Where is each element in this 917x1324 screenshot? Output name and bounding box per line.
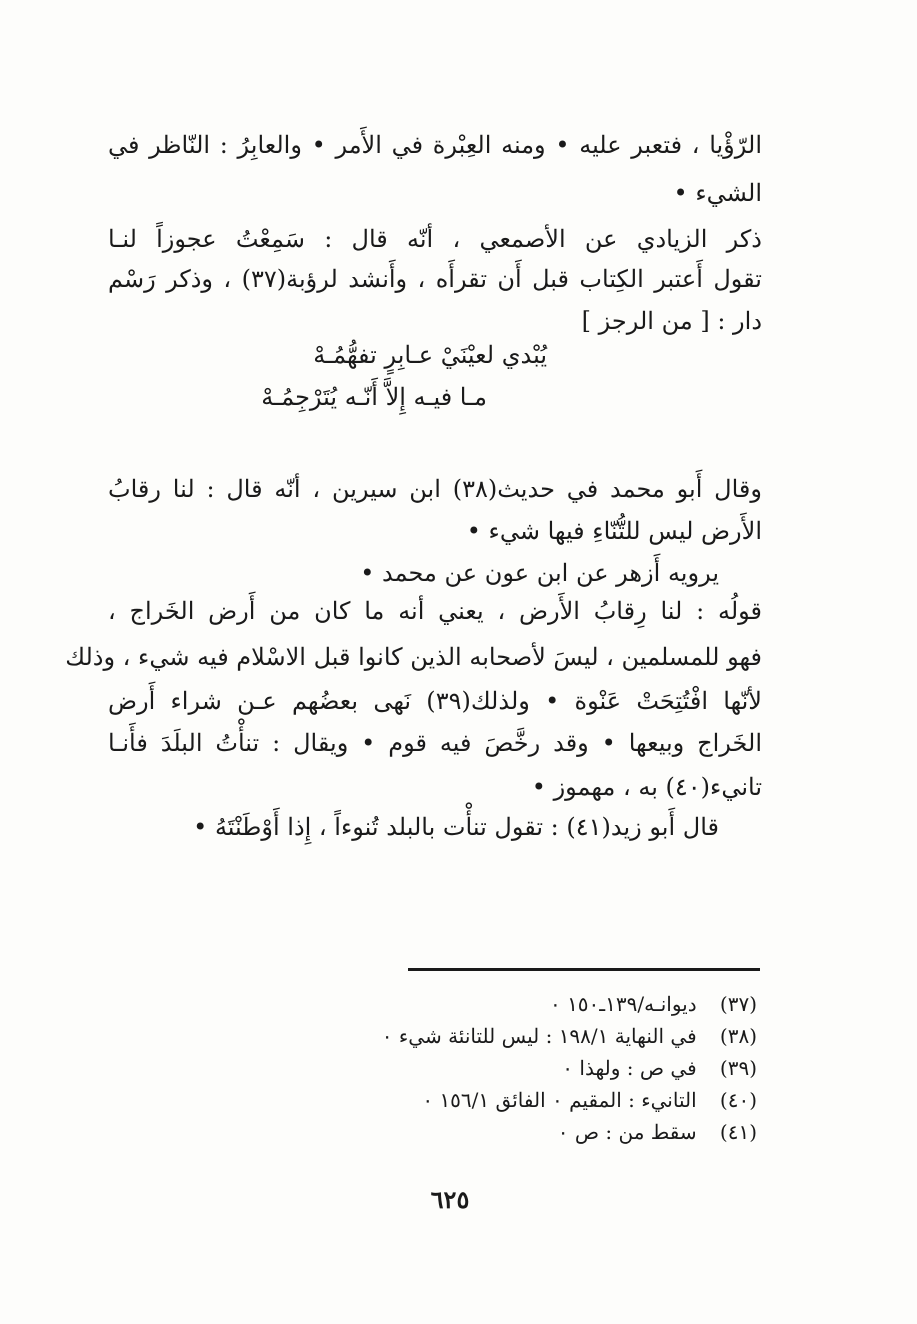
verse-line-1: يُبْدي لعيْنَيْ عـابِرٍ تفهُّمُـهْ — [313, 341, 547, 369]
footnote-rule — [408, 968, 760, 971]
footnote-number: (٣٧) — [719, 992, 757, 1016]
text-line-14: قال أَبو زيد(٤١) : تقول تنأْت بالبلد تُنوءاً ، إِذا أَوْطَنْتَهُ • — [193, 813, 719, 841]
text-line-9: قولُه : لنا رِقابُ الأَرض ، يعني أنه ما كان من أَرض الخَراج ، — [108, 597, 762, 625]
text-line-10: فهو للمسلمين ، ليسَ لأصحابه الذين كانوا قبل الاسْلام فيه شيء ، وذلك — [65, 643, 762, 671]
footnote-text: التانيء : المقيم ٠ الفائق ١٥٦/١ ٠ — [422, 1088, 697, 1112]
footnote-38 — [382, 1022, 757, 1050]
footnote-number: (٤٠) — [719, 1088, 757, 1112]
text-line-12: الخَراج وبيعها • وقد رخَّصَ فيه قوم • ويقال : تنأْتُ البلَدَ فأَنـا — [108, 729, 762, 757]
footnote-41 — [558, 1118, 757, 1146]
footnote-39 — [562, 1054, 757, 1082]
text-line-7: الأَرض ليس للتُّنّاءِ فيها شيء • — [466, 517, 762, 545]
text-line-11: لأنّها افْتُتِحَتْ عَنْوة • ولذلك(٣٩) نَهى بعضُهم عـن شراء أَرض — [108, 687, 762, 715]
page-number: ٦٢٥ — [430, 1185, 470, 1214]
footnote-text: في ص : ولهذا ٠ — [562, 1056, 697, 1080]
footnote-40 — [422, 1086, 757, 1114]
text-line-8: يرويه أَزهر عن ابن عون عن محمد • — [360, 559, 719, 587]
text-line-2: الشيء • — [673, 179, 762, 207]
footnote-number: (٤١) — [719, 1120, 757, 1144]
footnote-number: (٣٩) — [719, 1056, 757, 1080]
text-line-5: دار : [ من الرجز ] — [581, 307, 762, 335]
text-line-1: الرّؤْيا ، فتعبر عليه • ومنه العِبْرة في الأَمر • والعابِرُ : النّاظر في — [108, 131, 762, 159]
footnote-text: ديوانـه/١٣٩ـ١٥٠ ٠ — [549, 992, 697, 1016]
text-line-13: تانيء(٤٠) به ، مهموز • — [531, 773, 762, 801]
section-separator — [340, 422, 540, 452]
footnote-37 — [550, 990, 757, 1018]
verse-line-2: مـا فيـه إِلاَّ أَنّـه يُتَرْجِمُـهْ — [261, 383, 487, 411]
footnote-number: (٣٨) — [719, 1024, 757, 1048]
footnote-text: سقط من : ص ٠ — [557, 1120, 697, 1144]
text-line-6: وقال أَبو محمد في حديث(٣٨) ابن سيرين ، أنّه قال : لنا رقابُ — [108, 475, 762, 503]
text-line-4: تقول أَعتبر الكِتاب قبل أَن تقرأَه ، وأَنشد لرؤبة(٣٧) ، وذكر رَسْم — [108, 265, 762, 293]
footnote-text: في النهاية ١٩٨/١ : ليس للتانئة شيء ٠ — [381, 1024, 697, 1048]
text-line-3: ذكر الزيادي عن الأصمعي ، أنّه قال : سَمِعْتُ عجوزاً لنـا — [108, 225, 762, 253]
